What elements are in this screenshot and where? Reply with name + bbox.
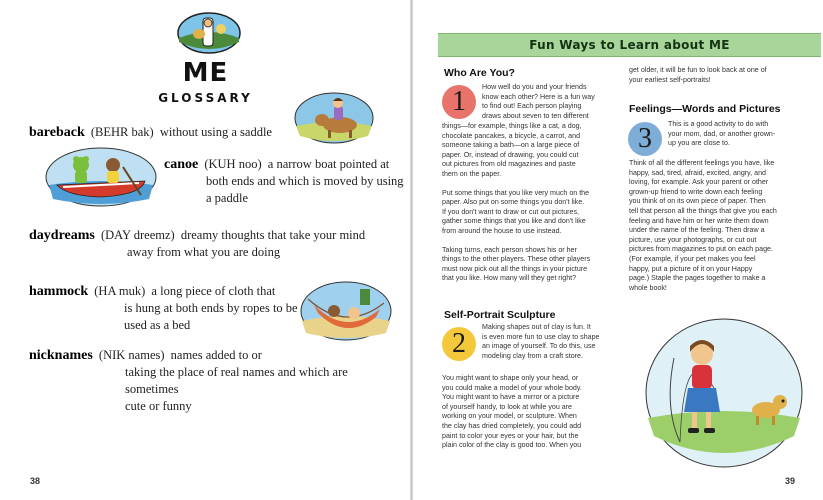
text-line: paint to color your eyes or your hair, but the [442, 431, 579, 440]
text-line: things to the other players. These other players [442, 255, 591, 264]
glossary-heading: GLOSSARY [158, 91, 253, 105]
text-line: under the name of the feeling. Then draw a [629, 226, 765, 235]
girl-jumping-rope-illustration [644, 318, 804, 468]
glossary-entry-nicknames [29, 347, 401, 415]
text-line: If you don't want to draw or cut out pictures, [442, 207, 579, 216]
text-line: paper. Or, instead of drawing, you could cut [442, 150, 579, 159]
text-line: out pictures from old magazines and paste [442, 160, 576, 169]
text-line: of yourself handy, to look at while you are [442, 402, 572, 411]
text-line: page.) Staple the pages together to make a [629, 274, 766, 283]
text-line: you think of on its own piece of paper. Then [629, 197, 766, 206]
text-line: Taking turns, each person shows his or her [442, 245, 577, 254]
section-heading-who-are-you: Who Are You? [444, 67, 515, 79]
glossary-term: canoe [164, 157, 199, 172]
text-line: chocolate pancakes, a bicycle, a carrot, and [442, 131, 581, 140]
text-line: up you are close to. [668, 139, 730, 148]
pronunciation: (DAY dreemz) [100, 228, 175, 242]
text-line: is even more fun to use clay to shape [482, 332, 600, 341]
pronunciation: (HA muk) [94, 284, 146, 298]
text-line: tell that person all the things that give you each [629, 206, 777, 215]
text-line: things—for example, things like a cat, a dog, [442, 122, 582, 130]
glossary-term: hammock [29, 284, 89, 299]
text-line: must now pick out all the things in your picture [442, 264, 588, 273]
section-1-body [442, 122, 624, 284]
definition-line: used as a bed [124, 318, 191, 332]
text-line: them on the paper. [442, 169, 502, 178]
text-line: feeling and have him or her write them down [629, 216, 769, 225]
definition-line: cute or funny [125, 399, 192, 413]
text-line: whole book! [629, 283, 667, 292]
text-line: your mom, dad, or another grown- [668, 129, 776, 138]
text-line: happy, sad, tired, afraid, excited, angry, and [629, 168, 766, 177]
section-heading-feelings: Feelings—Words and Pictures [629, 103, 781, 115]
text-line: to find out! Each person playing [482, 102, 582, 111]
glossary-term: nicknames [29, 348, 93, 363]
text-line: Making shapes out of clay is fun. It [482, 323, 591, 331]
text-line: Think of all the different feelings you have, like [629, 159, 775, 167]
text-line: How well do you and your friends [482, 83, 587, 91]
page-number: 38 [30, 476, 41, 486]
text-line: plain color of the clay is good too. When you [442, 441, 582, 450]
section-3-intro [668, 120, 810, 149]
badge-illustration [177, 12, 241, 54]
text-line: from around the house to use instead. [442, 226, 562, 235]
pronunciation: (KUH noo) [204, 157, 262, 171]
text-line: You might want to have a mirror or a picture [442, 393, 580, 402]
definition-line: a narrow boat pointed at [267, 157, 390, 171]
text-line: your earliest self-portraits! [629, 75, 711, 84]
canoe-illustration [45, 147, 157, 207]
glossary-entry-bareback [29, 124, 319, 141]
definition-line: is hung at both ends by ropes to be [124, 301, 298, 315]
definition-line: dreamy thoughts that take your mind [180, 228, 366, 242]
glossary-term: daydreams [29, 228, 95, 243]
text-line: someone taking a bath—on a large piece of [442, 141, 580, 150]
step-number-1-icon: 1 [442, 85, 476, 119]
glossary-entry-hammock [29, 283, 314, 334]
text-line: working on your model, or sculpture. When [442, 412, 577, 421]
text-line: This is a good activity to do with [668, 120, 769, 128]
pronunciation: (NIK names) [98, 348, 165, 362]
text-line: get older, it will be fun to look back at one of [629, 66, 767, 74]
pronunciation: (BEHR bak) [90, 125, 154, 139]
step-number-3-icon: 3 [628, 122, 662, 156]
text-line: modeling clay from a craft store. [482, 351, 583, 360]
text-line: Put some things that you like very much on the [442, 188, 590, 197]
glossary-term: bareback [29, 125, 85, 140]
text-line: gather some things that you like and don't like [442, 217, 586, 226]
definition-line: a long piece of cloth that [151, 284, 276, 298]
text-line: You might want to shape only your head, or [442, 374, 579, 382]
text-line: grown-up friend to write down each feeling [629, 187, 763, 196]
definition-line: names added to or [170, 348, 262, 362]
text-line: (For example, if your pet makes you feel [629, 254, 756, 263]
text-line: draws about seven to ten different [482, 111, 589, 120]
glossary-entry-daydreams [29, 227, 399, 261]
glossary-entry-canoe [164, 156, 404, 207]
text-line: loving, for example. Ask your parent or other [629, 178, 769, 187]
section-3-body [629, 159, 815, 293]
text-line: that you like. How many will they get right? [442, 274, 577, 283]
definition-line: both ends and which is moved by using [206, 174, 404, 188]
text-line: the clay has dried completely, you could add [442, 421, 582, 430]
text-line: you could make a model of your whole body. [442, 383, 582, 392]
section-1-intro [482, 83, 622, 121]
page-number: 39 [784, 476, 795, 486]
step-number-2-icon: 2 [442, 327, 476, 361]
text-line: picture, use your photographs, or cut out [629, 235, 757, 244]
section-heading-self-portrait: Self-Portrait Sculpture [444, 309, 556, 321]
left-page [0, 0, 411, 500]
text-line: happy, put a picture of it on your Happy [629, 264, 753, 273]
definition: without using a saddle [159, 125, 272, 139]
text-line: know each other? Here is a fun way [482, 92, 595, 101]
right-page [412, 0, 823, 500]
section-2-continuation [629, 66, 809, 85]
definition-line: away from what you are doing [127, 245, 281, 259]
page-title: ME [182, 58, 229, 88]
text-line: pictures from magazines to put on each page. [629, 245, 773, 254]
definition-line: taking the place of real names and which are sometimes [125, 365, 348, 396]
text-line: paper. Also put on some things you don't like. [442, 198, 585, 207]
definition-line: a paddle [206, 191, 248, 205]
activities-banner: Fun Ways to Learn about ME [438, 33, 821, 57]
section-2-intro [482, 323, 624, 361]
section-2-body [442, 374, 624, 451]
text-line: an image of yourself. To do this, use [482, 342, 596, 351]
